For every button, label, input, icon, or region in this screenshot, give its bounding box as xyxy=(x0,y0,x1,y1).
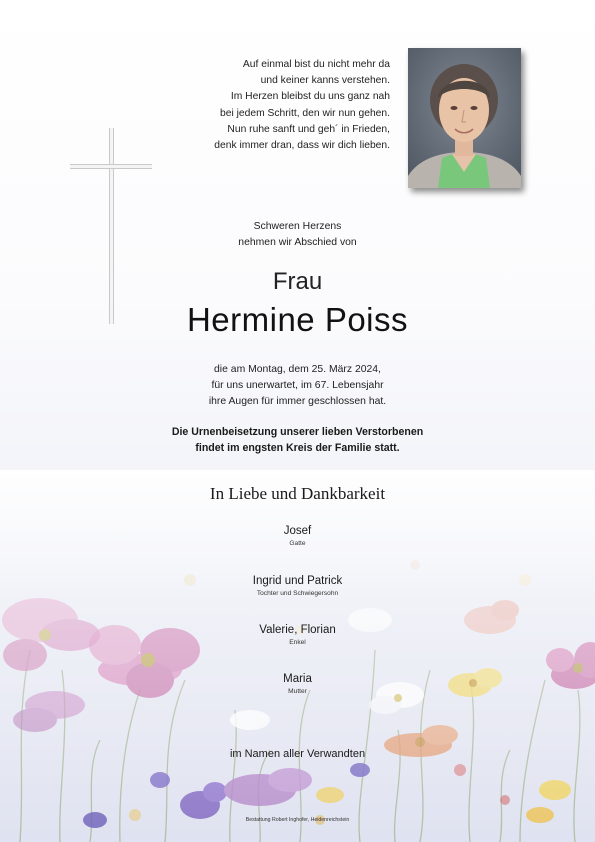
cross-icon-bar xyxy=(70,164,152,169)
notice-line: findet im engsten Kreis der Familie statt. xyxy=(195,442,400,454)
mourner-entry xyxy=(0,673,595,695)
notice-line: Die Urnenbeisetzung unserer lieben Verstorbenen xyxy=(171,426,424,438)
mourner-entry xyxy=(0,575,595,597)
poem-line: Nun ruhe sanft und geh´ in Frieden, xyxy=(227,123,390,135)
deceased-name: Hermine Poiss xyxy=(186,301,409,338)
death-details xyxy=(0,362,595,410)
burial-notice xyxy=(0,424,595,456)
mourner-relation: Enkel xyxy=(289,639,306,646)
details-line: ihre Augen für immer geschlossen hat. xyxy=(208,396,387,407)
portrait-photo xyxy=(408,48,521,188)
mourner-relation: Gatte xyxy=(289,540,306,547)
intro-line: Schweren Herzens xyxy=(253,221,342,232)
poem xyxy=(90,57,390,154)
poem-line: denk immer dran, dass wir dich lieben. xyxy=(214,140,390,152)
mourner-relation: Mutter xyxy=(288,688,307,695)
details-line: die am Montag, dem 25. März 2024, xyxy=(214,364,381,375)
mourner-entry xyxy=(0,525,595,547)
mourner-entry xyxy=(0,624,595,646)
thanks-heading: In Liebe und Dankbarkeit xyxy=(209,484,386,503)
mourner-relation: Tochter und Schwiegersohn xyxy=(256,590,339,597)
poem-line: Auf einmal bist du nicht mehr da xyxy=(242,59,390,70)
salutation: Frau xyxy=(272,268,323,295)
funeral-home-footer: Bestattung Robert Inghofer, Heidenreichstein xyxy=(245,817,350,823)
mourner-name: Josef xyxy=(283,525,312,537)
poem-line: bei jedem Schritt, den wir nun gehen. xyxy=(220,107,390,119)
details-line: für uns unerwartet, im 67. Lebensjahr xyxy=(211,380,384,391)
poem-line: Im Herzen bleibst du uns ganz nah xyxy=(230,91,390,103)
poem-line: und keiner kanns verstehen. xyxy=(260,75,390,87)
mourner-name: Ingrid und Patrick xyxy=(252,575,343,587)
mourner-name: Maria xyxy=(283,673,312,685)
relatives-line: im Namen aller Verwandten xyxy=(229,748,366,760)
intro-line: nehmen wir Abschied von xyxy=(238,237,357,248)
mourner-name: Valerie, Florian xyxy=(259,624,336,636)
intro-text xyxy=(0,219,595,251)
